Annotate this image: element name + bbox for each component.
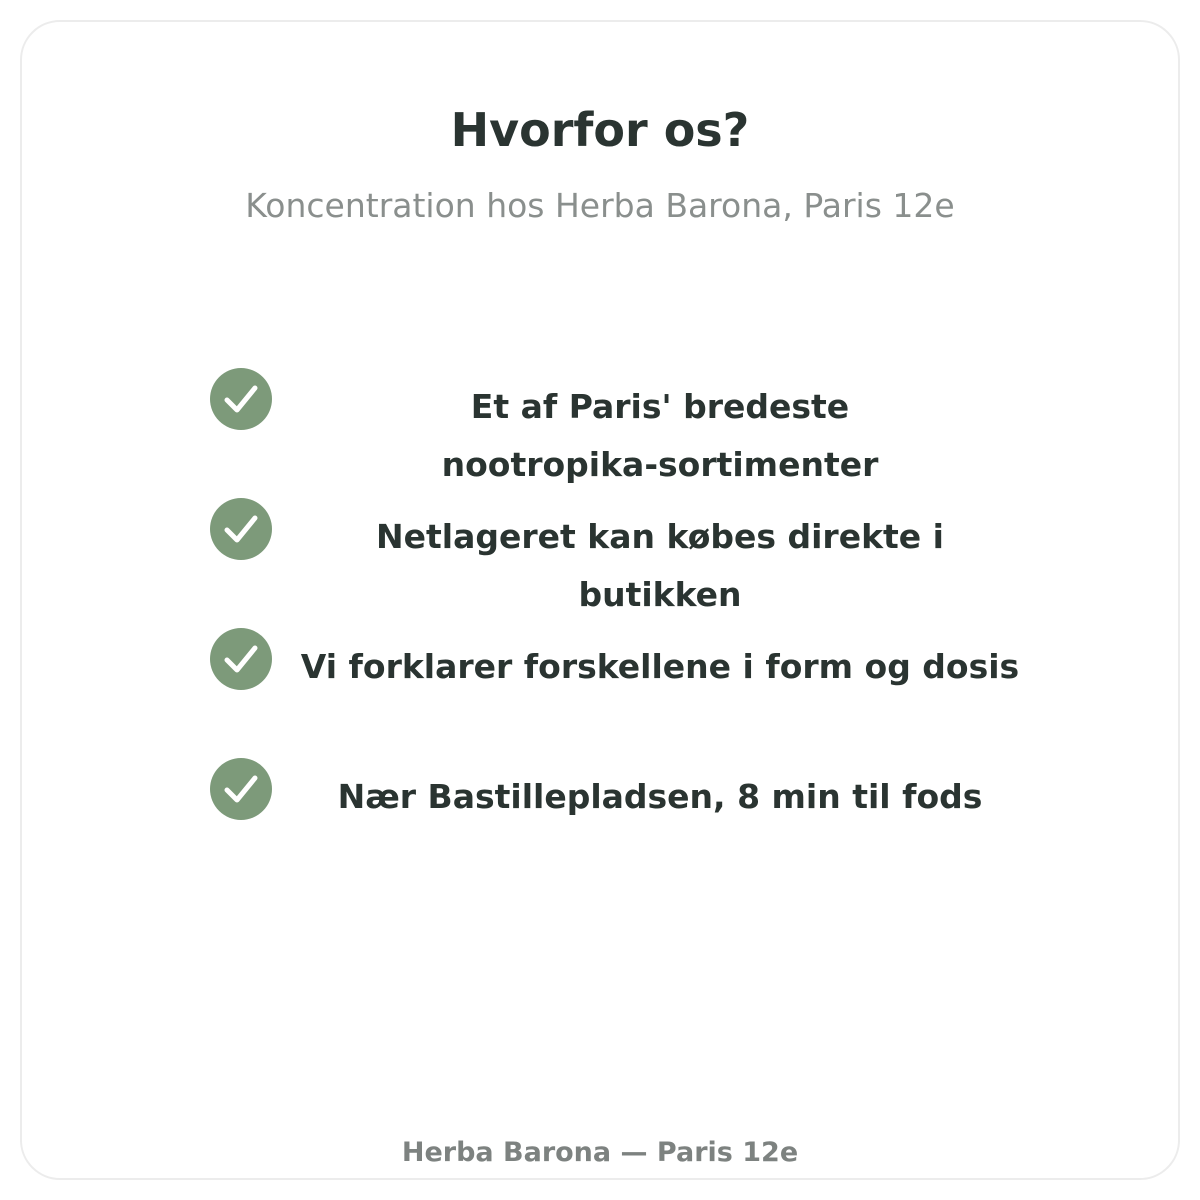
check-circle-icon [210,368,272,430]
check-circle-icon [210,628,272,690]
benefit-label: Vi forklarer forskellene i form og dosis [300,647,1020,686]
benefit-label: Netlageret kan købes direkte i butikken [376,517,944,614]
check-circle-icon [210,758,272,820]
page-subtitle: Koncentration hos Herba Barona, Paris 12e [245,186,955,225]
benefit-label-line: Et af Paris' bredeste [470,387,850,426]
benefit-label [300,378,1020,494]
page-title: Hvorfor os? [450,103,750,157]
benefit-label-line: nootropika-sortimenter [441,445,879,484]
check-circle-icon [210,498,272,560]
benefit-label: Nær Bastillepladsen, 8 min til fods [337,777,983,816]
footer-text: Herba Barona — Paris 12e [401,1137,799,1168]
